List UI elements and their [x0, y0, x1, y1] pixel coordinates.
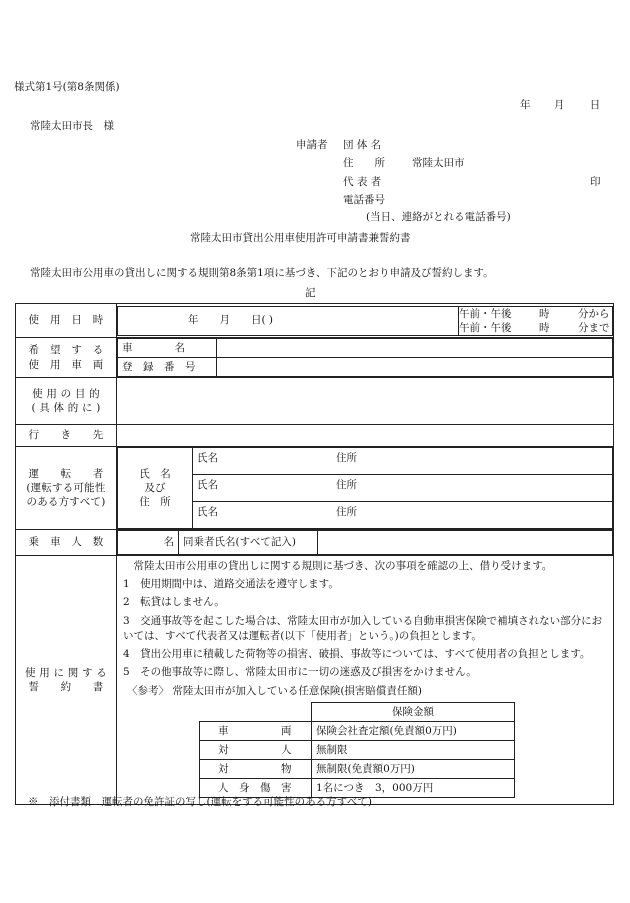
name-address-line2: 及び	[144, 481, 166, 494]
pledge-lead: 常陸太田市公用車の貸出しに関する規則に基づき、次の事項を確認の上、借り受けます。	[133, 560, 553, 572]
pledge-item: 4 貸出公用車に積載した荷物等の損害、破損、事故等については、すべて使用者の負担とします。	[123, 648, 591, 661]
vehicle-row	[16, 338, 614, 378]
ki-mark: 記	[305, 287, 316, 299]
passengers-row	[16, 530, 614, 556]
insurance-amount: 無制限	[312, 740, 515, 759]
org-name-label: 団 体 名	[343, 139, 382, 151]
insurance-item: 人 身 傷 害	[200, 778, 312, 797]
pledge-label-line1: 使 用 に 関 す る	[25, 666, 107, 679]
passenger-unit: 名	[163, 536, 174, 549]
driver-entry[interactable]	[193, 502, 613, 529]
purpose-label-line1: 使 用 の 目 的	[32, 387, 100, 400]
driver-address-label: 住所	[336, 479, 357, 491]
pledge-content	[117, 556, 614, 805]
addressee: 常陸太田市長 様	[30, 120, 114, 132]
intro-text: 常陸太田市公用車の貸出しに関する規則第8条第1項に基づき、下記のとおり申請及び誓約します。	[30, 267, 494, 279]
pledge-item: 1 使用期間中は、道路交通法を遵守します。	[123, 578, 339, 591]
pledge-item: 5 その他事故等に際し、常陸太田市に一切の迷惑及び損害をかけません。	[123, 666, 477, 679]
minute-from: 分から	[578, 307, 610, 320]
driver-label-line2: (運転する可能性	[26, 481, 106, 494]
address-label: 住 所	[343, 157, 385, 169]
purpose-label-line2: ( 具 体 的 に )	[31, 402, 101, 414]
driver-entry[interactable]	[193, 448, 613, 475]
vehicle-label	[16, 338, 117, 378]
phone-note: (当日、連絡がとれる電話番号)	[366, 211, 511, 223]
vehicle-label-line2: 使 用 車 両	[28, 358, 104, 371]
insurance-reference: 〈参考〉 常陸太田市が加入している任意保険(損害賠償責任額)	[127, 684, 423, 697]
insurance-amount: 1名につき 3，000万円	[312, 778, 515, 797]
purpose-label	[16, 378, 117, 425]
date-month: 月	[553, 99, 565, 111]
usage-datetime-row	[16, 304, 614, 338]
insurance-corner	[200, 702, 312, 721]
driver-label-line3: のある方すべて)	[26, 496, 106, 509]
passengers-field	[117, 530, 614, 556]
ampm-end[interactable]: 午前・午後	[459, 321, 512, 334]
pledge-item: 2 転貸はしません。	[123, 596, 225, 609]
vehicle-label-line1: 希 望 す る	[28, 344, 104, 357]
hour-end: 時	[539, 321, 550, 334]
representative-label: 代 表 者	[343, 176, 382, 188]
insurance-table	[199, 702, 515, 798]
date-year: 年	[520, 99, 531, 111]
application-table	[15, 303, 614, 805]
reg-number-input[interactable]	[217, 358, 613, 377]
insurance-header: 保険金額	[312, 702, 515, 721]
driver-field	[117, 447, 614, 530]
vehicle-field	[117, 338, 614, 378]
passenger-names-label: 同乗者氏名(すべて記入)	[179, 531, 318, 555]
minute-to: 分まで	[578, 321, 610, 334]
insurance-amount: 無制限(免責額0万円)	[312, 759, 515, 778]
destination-row	[16, 425, 614, 447]
date-line	[520, 100, 600, 111]
destination-label: 行 き 先	[16, 425, 117, 447]
driver-name-label: 氏名	[197, 479, 218, 491]
driver-name-label: 氏名	[197, 452, 218, 464]
driver-row	[16, 447, 614, 530]
usage-datetime-label: 使 用 日 時	[16, 304, 117, 338]
reg-number-label: 登 録 番 号	[118, 358, 217, 377]
purpose-row	[16, 378, 614, 425]
driver-label	[16, 447, 117, 530]
date-day: 日	[589, 99, 601, 111]
hour-start: 時	[539, 307, 550, 320]
pledge-label-line2: 誓 約 書	[28, 680, 104, 693]
pledge-item: 3 交通事故等を起こした場合は、常陸太田市が加入している自動車損害保険で補填されない部分においては、すべて代表者又は運転者(以下「使用者」という。)の負担とします。	[123, 614, 603, 642]
driver-name-label: 氏名	[197, 506, 218, 518]
driver-label-line1: 運 転 者	[28, 467, 104, 480]
name-address-line1: 氏 名	[139, 467, 171, 480]
driver-entry[interactable]	[193, 475, 613, 502]
insurance-amount: 保険会社査定額(免責額0万円)	[312, 721, 515, 740]
name-address-line3: 住 所	[139, 496, 171, 509]
insurance-item: 対 人	[200, 740, 312, 759]
name-address-label	[118, 448, 193, 529]
address-value: 常陸太田市	[412, 157, 465, 169]
destination-input[interactable]	[117, 425, 614, 447]
seal-mark: 印	[590, 176, 601, 188]
driver-address-label: 住所	[336, 452, 357, 464]
pledge-label	[16, 556, 117, 805]
ampm-start[interactable]: 午前・午後	[459, 307, 512, 320]
usage-date[interactable]: 年 月 日( )	[118, 306, 459, 335]
purpose-input[interactable]	[117, 378, 614, 425]
passengers-label: 乗 車 人 数	[16, 530, 117, 556]
attachment-note: ※ 添付書類 運転者の免許証の写し(運転をする可能性のある方すべて)	[28, 796, 372, 808]
car-name-label: 車 名	[118, 339, 217, 358]
passenger-count-input[interactable]	[118, 531, 179, 555]
usage-datetime-field[interactable]	[117, 304, 614, 338]
insurance-item: 車 両	[200, 721, 312, 740]
passenger-names-input[interactable]	[318, 531, 613, 555]
phone-label: 電話番号	[343, 194, 385, 206]
pledge-row	[16, 556, 614, 805]
applicant-label: 申請者	[296, 139, 328, 151]
form-number: 様式第1号(第8条関係)	[14, 81, 120, 93]
car-name-input[interactable]	[217, 339, 613, 358]
document-title: 常陸太田市貸出公用車使用許可申請書兼誓約書	[190, 232, 411, 244]
driver-address-label: 住所	[336, 506, 357, 518]
insurance-item: 対 物	[200, 759, 312, 778]
